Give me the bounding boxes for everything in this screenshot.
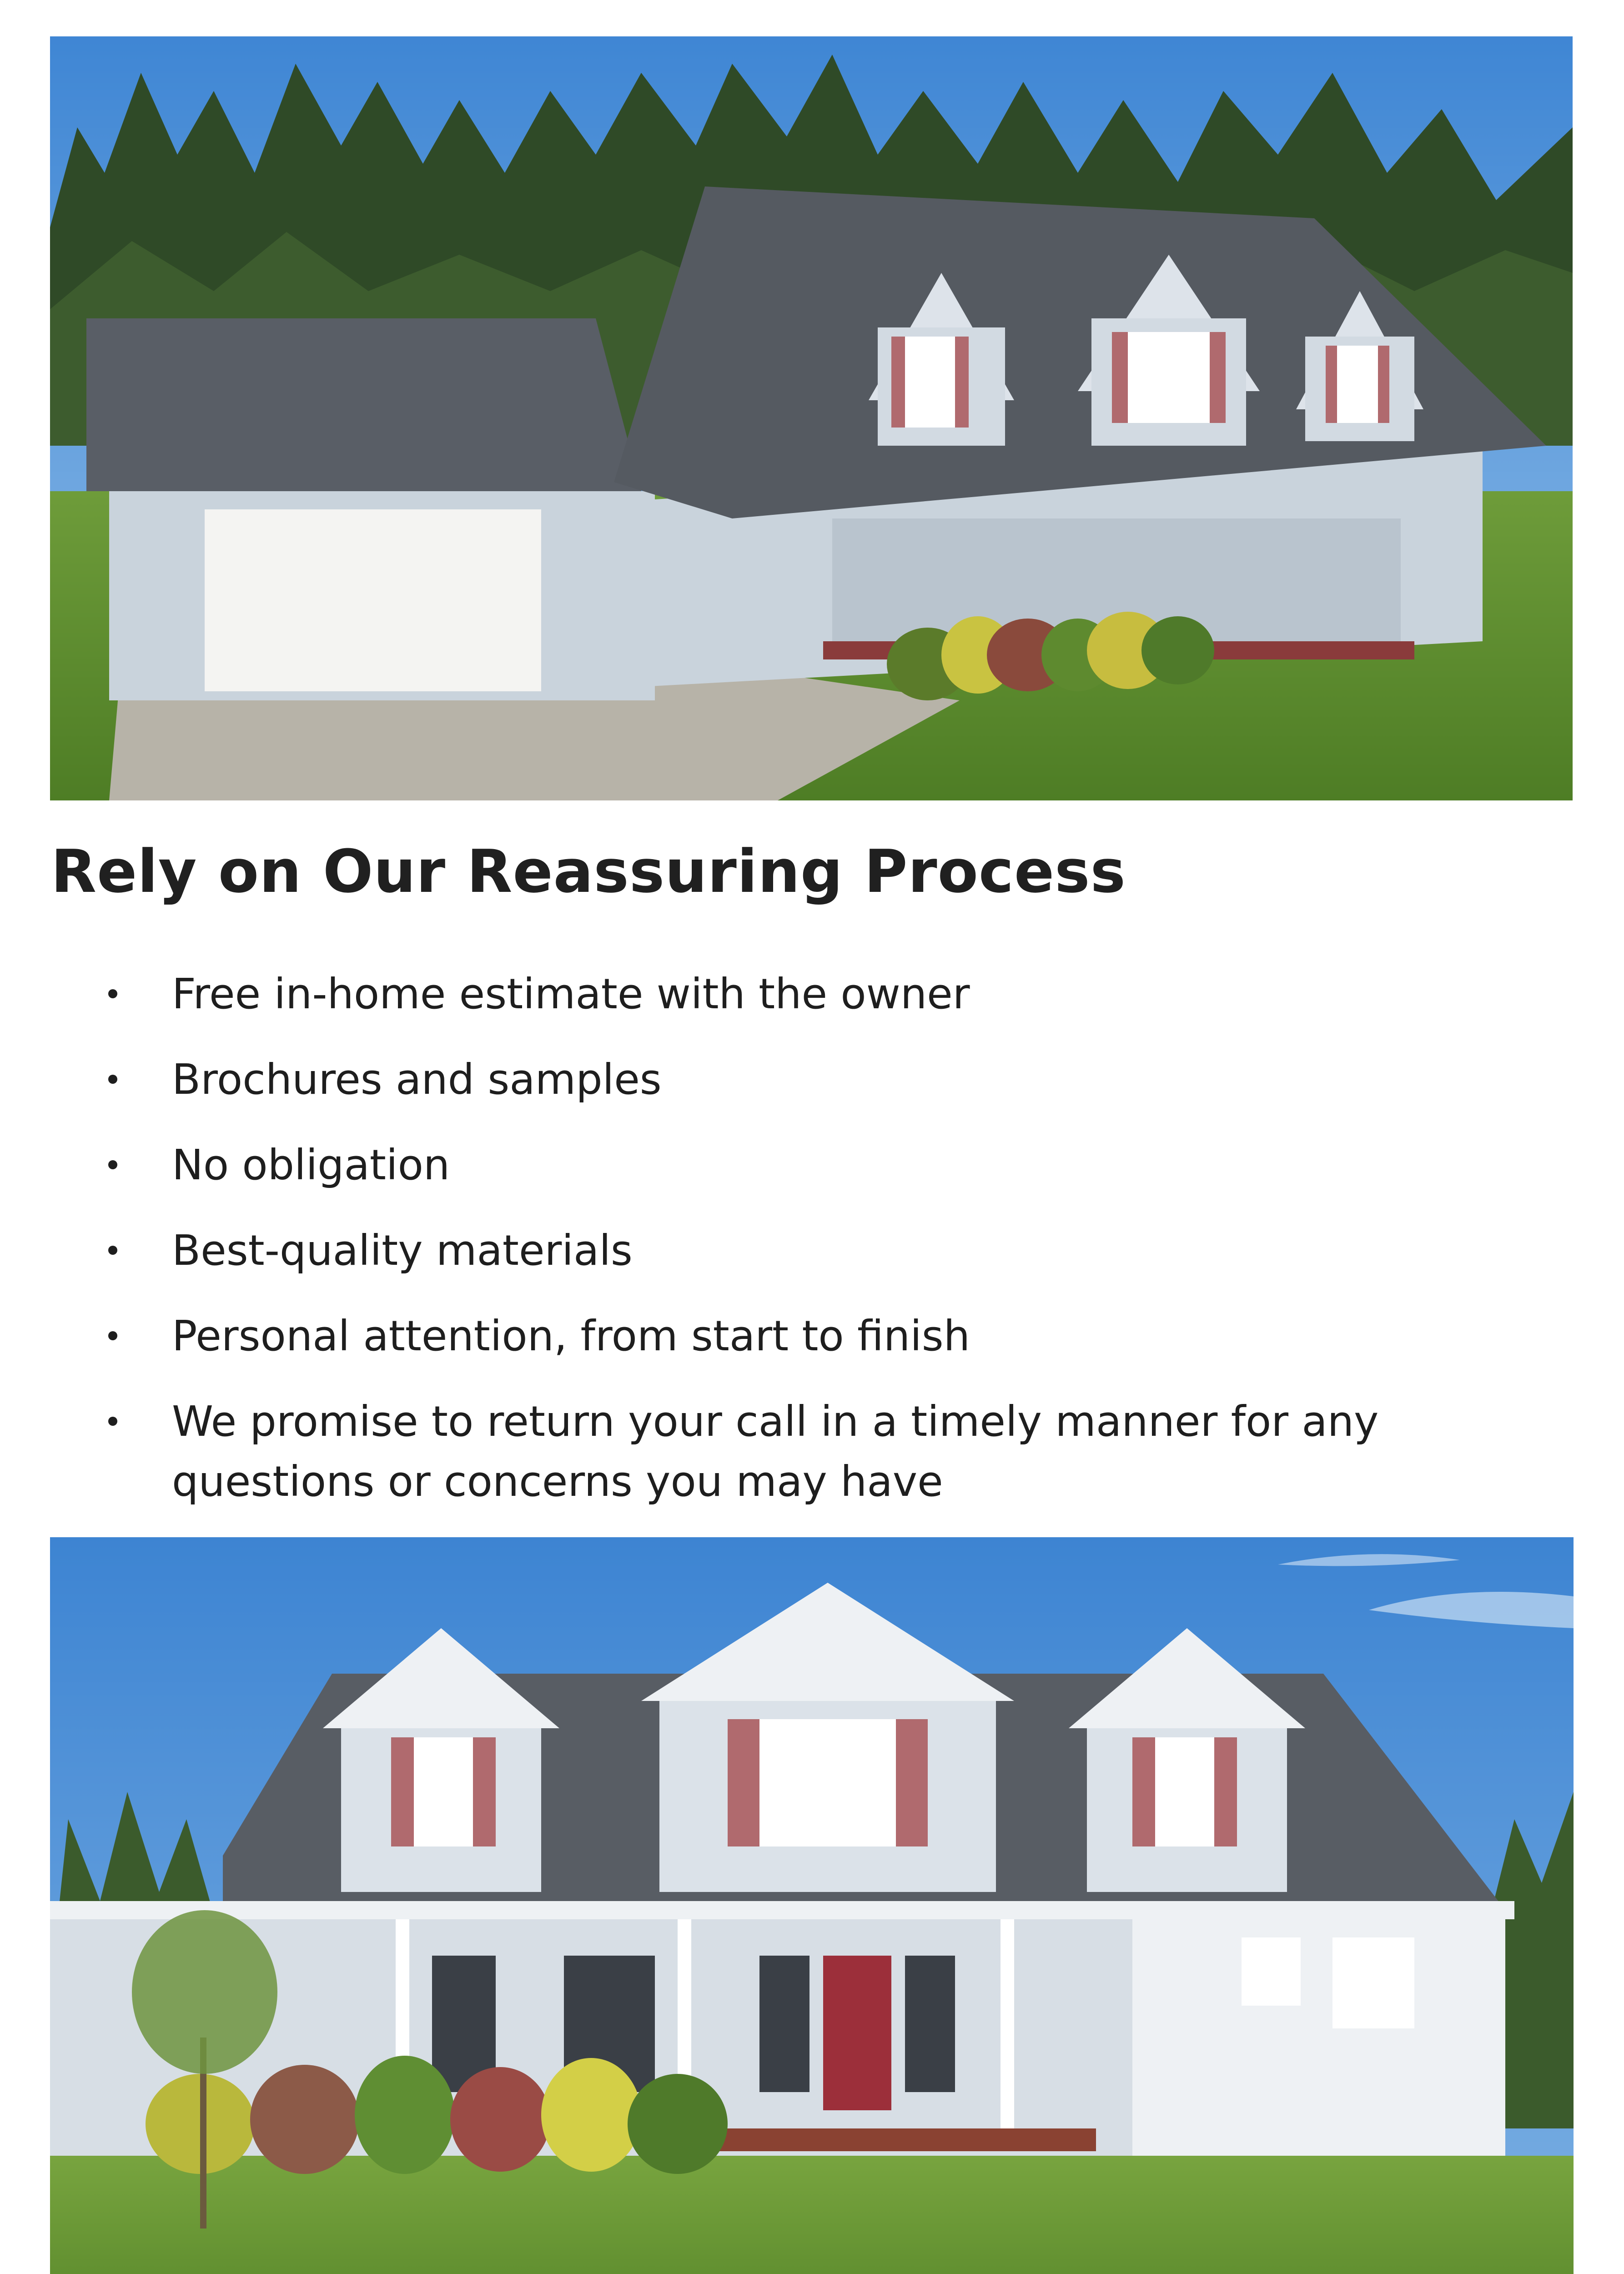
list-item-text: We promise to return your call in a timely manner for any questions or concerns you may have bbox=[172, 1397, 1379, 1506]
bullet-icon bbox=[108, 1075, 117, 1084]
list-item bbox=[0, 964, 1536, 1024]
list-item bbox=[0, 1050, 1536, 1110]
bullet-icon bbox=[108, 1331, 117, 1340]
list-item bbox=[0, 1306, 1536, 1366]
page-title: Rely on Our Reassuring Process bbox=[51, 837, 1126, 906]
list-item bbox=[0, 1221, 1536, 1281]
bullet-icon bbox=[108, 989, 117, 998]
list-item bbox=[0, 1392, 1536, 1512]
process-list bbox=[0, 964, 1624, 1537]
list-item-text: Personal attention, from start to finish bbox=[172, 1312, 970, 1360]
list-item-text: Free in-home estimate with the owner bbox=[172, 970, 970, 1018]
list-item-text: No obligation bbox=[172, 1141, 450, 1189]
bullet-icon bbox=[108, 1417, 117, 1426]
list-item-text: Best-quality materials bbox=[172, 1226, 633, 1275]
list-item bbox=[0, 1135, 1536, 1195]
bullet-icon bbox=[108, 1246, 117, 1255]
house-photo-top bbox=[50, 36, 1573, 800]
bullet-icon bbox=[108, 1160, 117, 1169]
house-photo-bottom bbox=[50, 1537, 1574, 2274]
list-item-text: Brochures and samples bbox=[172, 1055, 662, 1104]
